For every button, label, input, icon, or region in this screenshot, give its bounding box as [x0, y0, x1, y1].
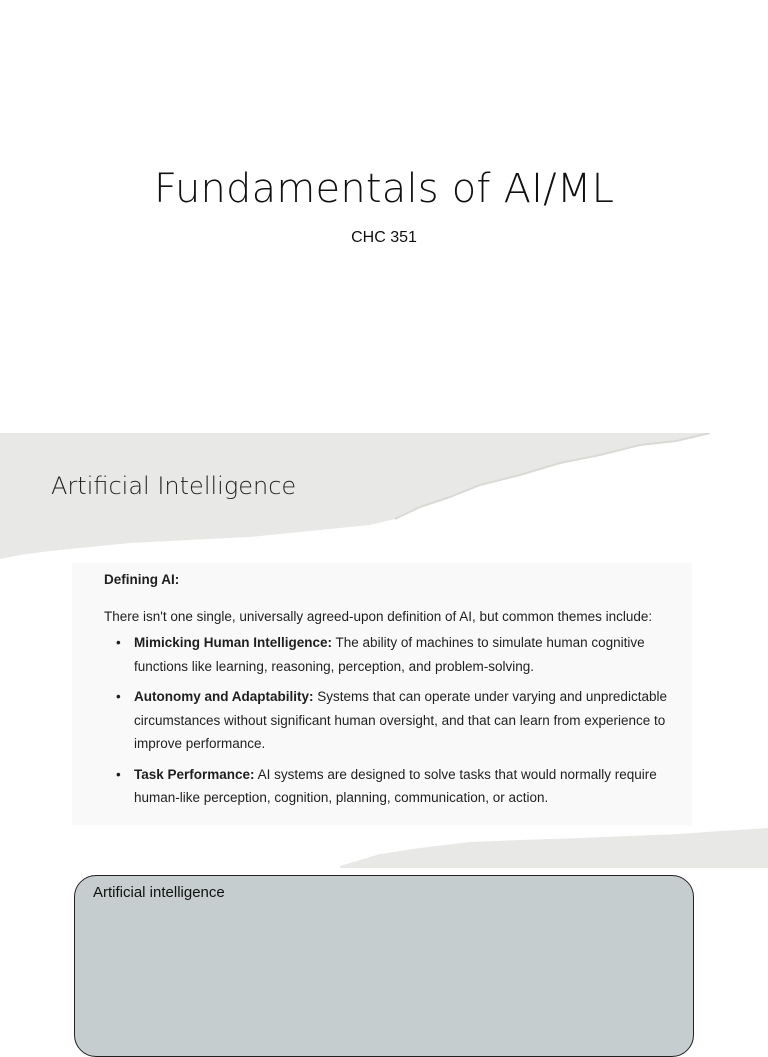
themes-list: [104, 631, 689, 817]
content-slide: [0, 433, 768, 1024]
title-slide: [0, 0, 768, 433]
item-text: Systems that can operate under varying and unpredictable circumstances without significant human oversight, and that can learn from experience to improve performance.: [134, 689, 667, 751]
slide-subtitle: CHC 351: [351, 229, 417, 246]
ai-diagram-box: [74, 875, 694, 1057]
bullet-icon: •: [116, 689, 121, 704]
list-item: [104, 763, 689, 810]
list-item: [104, 685, 689, 756]
defining-ai-box: [72, 563, 692, 825]
torn-paper-strip: [0, 828, 768, 868]
bullet-icon: •: [116, 635, 121, 650]
slide-title: Fundamentals of AI/ML: [153, 166, 615, 212]
box-heading: Defining AI:: [104, 572, 180, 587]
item-term: Task Performance:: [134, 766, 255, 782]
item-term: Mimicking Human Intelligence:: [134, 635, 333, 650]
diagram-label: Artificial intelligence: [93, 884, 225, 901]
slide-heading: Artificial Intelligence: [51, 472, 297, 500]
item-text: AI systems are designed to solve tasks that would normally require human-like perception, cognition, planning, communication, or action.: [134, 766, 657, 805]
item-term: Autonomy and Adaptability:: [134, 689, 314, 704]
box-intro: There isn't one single, universally agreed-upon definition of AI, but common themes include:: [104, 609, 653, 624]
item-text: The ability of machines to simulate human cognitive functions like learning, reasoning, perception, and problem-solving.: [134, 635, 645, 674]
list-item: [104, 631, 689, 678]
bullet-icon: •: [116, 766, 121, 782]
